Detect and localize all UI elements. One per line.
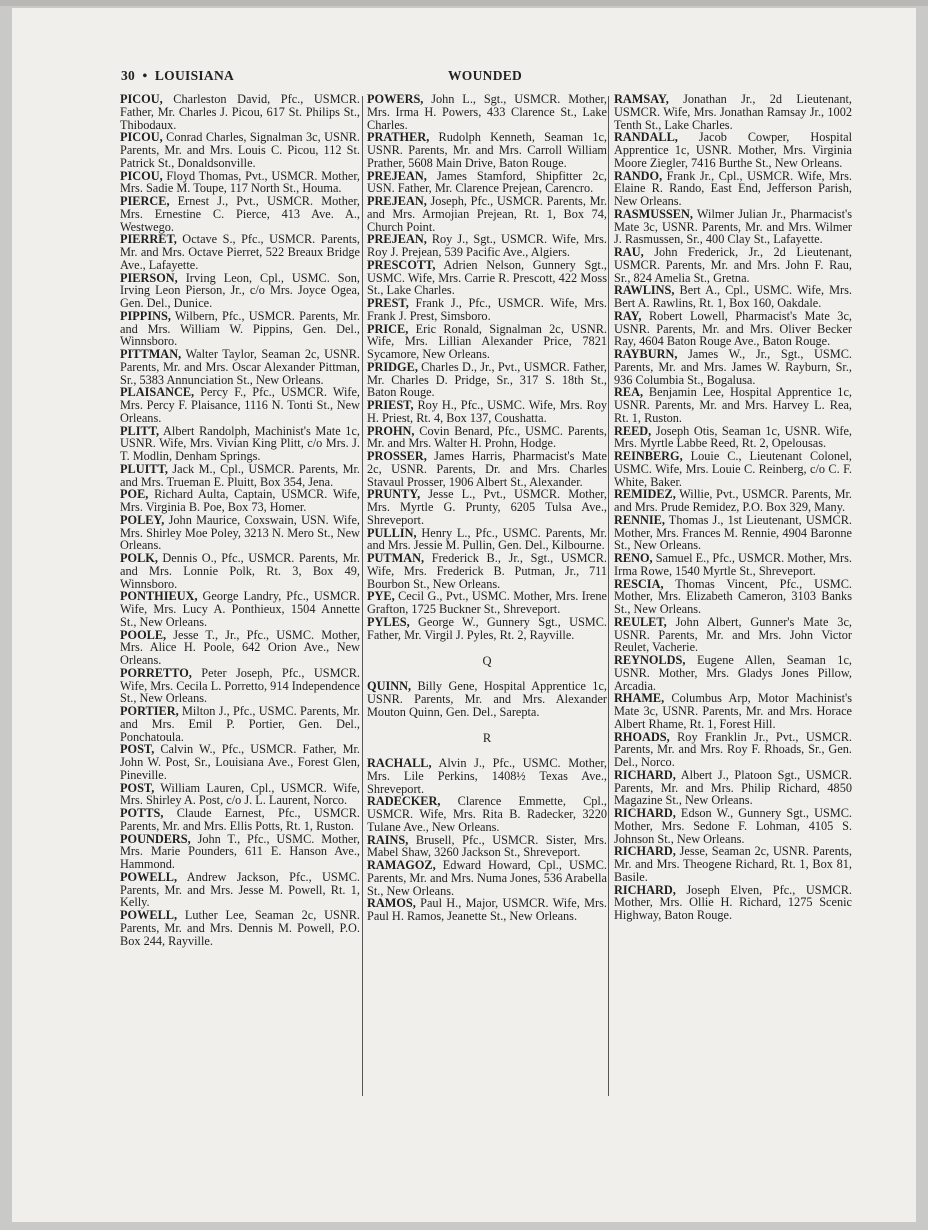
casualty-entry	[120, 310, 360, 348]
casualty-entry	[367, 488, 607, 526]
casualty-entry	[614, 692, 852, 730]
casualty-surname: PYE,	[367, 589, 395, 604]
casualty-details: Clarence Emmette, Cpl., USMCR. Wife, Mrs. Rita B. Radecker, 3220 Tulane Ave., New Orleans.	[367, 794, 607, 834]
casualty-details: Claude Earnest, Pfc., USMCR. Parents, Mr. and Mrs. Ellis Potts, Rt. 1, Ruston.	[120, 806, 360, 833]
casualty-surname: RICHARD,	[614, 882, 676, 897]
casualty-details: James Stamford, Shipfitter 2c, USN. Father, Mr. Clarence Prejean, Carencro.	[367, 168, 607, 196]
casualty-surname: POUNDERS,	[120, 831, 191, 846]
casualty-entry	[120, 195, 360, 233]
casualty-surname: PRATHER,	[367, 130, 430, 145]
column-3	[614, 93, 852, 922]
casualty-entry	[120, 871, 360, 909]
casualty-surname: PLAISANCE,	[120, 385, 195, 400]
casualty-entry	[614, 208, 852, 246]
casualty-surname: RICHARD,	[614, 844, 676, 859]
casualty-details: Jesse L., Pvt., USMCR. Mother, Mrs. Myrtle G. Prunty, 6205 Tulsa Ave., Shreveport.	[367, 487, 607, 527]
scan-top-edge	[0, 0, 928, 6]
casualty-entry	[120, 348, 360, 386]
casualty-details: John Frederick, Jr., 2d Lieutenant, USMCR. Parents, Mr. and Mrs. John F. Rau, Sr., 824 Amelia St., Gretna.	[614, 245, 852, 285]
casualty-details: Albert Randolph, Machinist's Mate 1c, USNR. Wife, Mrs. Vivian King Plitt, c/o Mrs. J. T. Modlin, Denham Springs.	[120, 423, 360, 463]
casualty-surname: POLK,	[120, 551, 158, 565]
section-letter-q: Q	[482, 654, 492, 669]
casualty-surname: PREST,	[367, 296, 409, 310]
casualty-entry	[120, 629, 360, 667]
casualty-surname: RAINS,	[367, 832, 409, 847]
casualty-details: Bert A., Cpl., USMC. Wife, Mrs. Bert A. Rawlins, Rt. 1, Box 160, Oakdale.	[614, 283, 852, 310]
casualty-details: Frank Jr., Cpl., USMCR. Wife, Mrs. Elaine R. Rando, East End, Jefferson Parish, New Orleans.	[614, 168, 852, 208]
casualty-surname: REED,	[614, 423, 652, 438]
casualty-details: Edson W., Gunnery Sgt., USMC. Mother, Mrs. Sedone F. Lohman, 4105 S. Johnson St., New Orleans.	[614, 806, 852, 846]
casualty-details: Albert J., Platoon Sgt., USMCR. Parents, Mr. and Mrs. Philip Richard, 4850 Magazine St., New Orleans.	[614, 767, 852, 808]
casualty-entry	[614, 552, 852, 578]
casualty-entry	[367, 552, 607, 590]
casualty-details: Covin Benard, Pfc., USMC. Parents, Mr. and Mrs. Walter H. Prohn, Hodge.	[367, 423, 607, 451]
casualty-details: Jonathan Jr., 2d Lieutenant, USMCR. Wife, Mrs. Jonathan Ramsay Jr., 1002 Tenth St., Lake Charles.	[614, 92, 852, 132]
casualty-details: Calvin W., Pfc., USMCR. Father, Mr. John W. Post, Sr., Louisiana Ave., Forest Glen, Pineville.	[120, 742, 360, 782]
casualty-surname: PIERSON,	[120, 270, 178, 285]
casualty-details: Eric Ronald, Signalman 2c, USNR. Wife, Mrs. Lillian Alexander Price, 7821 Sycamore, New Orleans.	[367, 321, 607, 361]
casualty-details: Billy Gene, Hospital Apprentice 1c, USNR. Parents, Mr. and Mrs. Alexander Mouton Quinn, Gen. Del., Sarepta.	[367, 679, 607, 719]
casualty-details: Henry L., Pfc., USMC. Parents, Mr. and Mrs. Jessie M. Pullin, Gen. Del., Kilbourne.	[367, 525, 607, 553]
casualty-details: Thomas J., 1st Lieutenant, USMCR. Mother, Mrs. Frances M. Rennie, 4904 Baronne St., New Orleans.	[614, 512, 852, 553]
casualty-details: Wilbern, Pfc., USMCR. Parents, Mr. and Mrs. William W. Pippins, Gen. Del., Winnsboro.	[120, 308, 360, 349]
casualty-details: Alvin J., Pfc., USMC. Mother, Mrs. Lile Perkins, 1408½ Texas Ave., Shreveport.	[367, 756, 607, 796]
casualty-details: Paul H., Major, USMCR. Wife, Mrs. Paul H. Ramos, Jeanette St., New Orleans.	[367, 896, 607, 923]
casualty-surname: PIPPINS,	[120, 308, 171, 323]
casualty-entry	[367, 757, 607, 795]
casualty-surname: PLITT,	[120, 423, 160, 438]
casualty-surname: PREJEAN,	[367, 168, 427, 183]
casualty-details: Jesse T., Jr., Pfc., USMC. Mother, Mrs. Alice H. Poole, 642 Orion Ave., New Orleans.	[120, 627, 360, 667]
casualty-entry	[120, 667, 360, 705]
casualty-surname: REMIDEZ,	[614, 487, 676, 502]
page-header	[121, 68, 851, 86]
casualty-surname: RESCIA,	[614, 576, 664, 591]
casualty-entry	[367, 297, 607, 323]
casualty-details: James W., Jr., Sgt., USMC. Parents, Mr. and Mrs. James W. Rayburn, Sr., 936 Columbia St., Bogalusa.	[614, 347, 852, 387]
casualty-details: Charles D., Jr., Pvt., USMCR. Father, Mr. Charles D. Pridge, Sr., 317 S. 18th St., Baton Rouge.	[367, 359, 607, 400]
casualty-surname: PICOU,	[120, 168, 163, 183]
casualty-details: William Lauren, Cpl., USMCR. Wife, Mrs. Shirley A. Post, c/o J. L. Laurent, Norco.	[120, 780, 360, 808]
casualty-entry	[120, 833, 360, 871]
casualty-surname: PITTMAN,	[120, 347, 182, 361]
casualty-surname: PICOU,	[120, 92, 163, 106]
casualty-details: Adrien Nelson, Gunnery Sgt., USMC. Wife, Mrs. Carrie R. Prescott, 422 Moss St., Lake Charles.	[367, 257, 607, 298]
casualty-entry	[614, 731, 852, 769]
casualty-surname: POST,	[120, 780, 155, 795]
casualty-surname: PROHN,	[367, 423, 415, 438]
casualty-entry	[614, 93, 852, 131]
casualty-entry	[614, 514, 852, 552]
casualty-details: Luther Lee, Seaman 2c, USNR. Parents, Mr. and Mrs. Dennis M. Powell, P.O. Box 244, Rayville.	[120, 908, 360, 948]
casualty-details: Samuel E., Pfc., USMCR. Mother, Mrs. Irma Rowe, 1540 Myrtle St., Shreveport.	[614, 551, 852, 578]
casualty-details: Cecil G., Pvt., USMC. Mother, Mrs. Irene Grafton, 1725 Buckner St., Shreveport.	[367, 589, 607, 616]
casualty-entry	[367, 233, 607, 259]
casualty-surname: REYNOLDS,	[614, 653, 686, 667]
casualty-details: Percy F., Pfc., USMCR. Wife, Mrs. Percy F. Plaisance, 1116 N. Tonti St., New Orleans.	[120, 385, 360, 425]
casualty-details: Roy J., Sgt., USMCR. Wife, Mrs. Roy J. Prejean, 539 Pacific Ave., Algiers.	[367, 232, 607, 259]
casualty-details: Roy H., Pfc., USMC. Wife, Mrs. Roy H. Priest, Rt. 4, Box 137, Coushatta.	[367, 398, 607, 425]
casualty-surname: RICHARD,	[614, 806, 676, 820]
casualty-surname: POST,	[120, 742, 155, 757]
casualty-entry	[614, 386, 852, 424]
casualty-details: Eugene Allen, Seaman 1c, USNR. Mother, Mrs. Gladys Jones Pillow, Arcadia.	[614, 653, 852, 693]
casualty-entry	[120, 705, 360, 743]
casualty-entry	[367, 425, 607, 451]
casualty-entry	[614, 845, 852, 883]
header-left	[121, 68, 234, 84]
casualty-surname: RHAME,	[614, 691, 665, 706]
casualty-surname: PORTIER,	[120, 704, 179, 718]
casualty-surname: POWELL,	[120, 908, 178, 922]
casualty-details: Walter Taylor, Seaman 2c, USNR. Parents, Mr. and Mrs. Oscar Alexander Pittman, Sr., 5383 Annunciation St., New Orleans.	[120, 347, 360, 387]
casualty-entry	[367, 131, 607, 169]
casualty-details: George W., Gunnery Sgt., USMC. Father, Mr. Virgil J. Pyles, Rt. 2, Rayville.	[367, 614, 607, 642]
casualty-entry	[367, 834, 607, 860]
casualty-entry	[120, 488, 360, 514]
casualty-details: Irving Leon, Cpl., USMC. Son, Irving Leon Pierson, Jr., c/o Mrs. Joyce Ogea, Gen. Del., Dunice.	[120, 270, 360, 310]
casualty-details: Columbus Arp, Motor Machinist's Mate 3c, USNR. Parents, Mr. and Mrs. Horace Albert Rhame, Rt. 1, Forest Hill.	[614, 691, 852, 731]
casualty-details: Rudolph Kenneth, Seaman 1c, USNR. Parents, Mr. and Mrs. Carroll William Prather, 5608 Main Drive, Baton Rouge.	[367, 130, 607, 170]
section-title: WOUNDED	[448, 68, 523, 83]
page-number: 30	[121, 68, 136, 83]
casualty-entry	[120, 93, 360, 131]
casualty-entry	[120, 782, 360, 808]
casualty-entry	[120, 170, 360, 196]
casualty-details: John Maurice, Coxswain, USN. Wife, Mrs. Shirley Moe Poley, 3213 N. Mero St., New Orleans.	[120, 512, 360, 553]
casualty-entry	[614, 488, 852, 514]
casualty-surname: PYLES,	[367, 614, 410, 629]
casualty-entry	[120, 743, 360, 781]
casualty-surname: POOLE,	[120, 627, 167, 642]
casualty-entry	[614, 310, 852, 348]
casualty-entry	[120, 233, 360, 271]
state-name: LOUISIANA	[154, 68, 235, 83]
casualty-entry	[120, 463, 360, 489]
casualty-details: Joseph Otis, Seaman 1c, USNR. Wife, Mrs. Myrtle Labbe Reed, Rt. 2, Opelousas.	[614, 423, 852, 451]
casualty-details: Jacob Cowper, Hospital Apprentice 1c, USNR. Mother, Mrs. Virginia Moore Ziegler, 7416 Burthe St., New Orleans.	[614, 130, 852, 170]
casualty-surname: RAMAGOZ,	[367, 858, 436, 872]
casualty-entry	[120, 552, 360, 590]
casualty-details: John T., Pfc., USMC. Mother, Mrs. Marie Pounders, 611 E. Hanson Ave., Hammond.	[120, 831, 360, 871]
casualty-surname: RANDALL,	[614, 130, 678, 145]
casualty-entry	[367, 795, 607, 833]
casualty-details: Conrad Charles, Signalman 3c, USNR. Parents, Mr. and Mrs. Louis C. Picou, 112 St. Patrick St., Donaldsonville.	[120, 130, 360, 170]
casualty-entry	[614, 425, 852, 451]
casualty-details: John L., Sgt., USMCR. Mother, Mrs. Irma H. Powers, 433 Clarence St., Lake Charles.	[367, 92, 607, 132]
casualty-entry	[367, 859, 607, 897]
casualty-entry	[120, 807, 360, 833]
casualty-surname: RAY,	[614, 308, 642, 323]
casualty-surname: PRIEST,	[367, 398, 414, 412]
casualty-entry	[367, 195, 607, 233]
column-2	[367, 93, 607, 923]
casualty-entry	[367, 323, 607, 361]
casualty-details: James Harris, Pharmacist's Mate 2c, USNR. Parents, Dr. and Mrs. Charles Stavaul Prosser, 1906 Albert St., Alexander.	[367, 449, 607, 489]
casualty-entry	[367, 399, 607, 425]
casualty-entry	[120, 590, 360, 628]
casualty-surname: PIERRET,	[120, 232, 177, 247]
casualty-details: Milton J., Pfc., USMC. Parents, Mr. and Mrs. Emil P. Portier, Gen. Del., Ponchatoula.	[120, 704, 360, 744]
casualty-surname: PICOU,	[120, 130, 163, 145]
casualty-details: Joseph Elven, Pfc., USMCR. Mother, Mrs. Ollie H. Richard, 1275 Scenic Highway, Baton Rouge.	[614, 882, 852, 922]
casualty-surname: PRIDGE,	[367, 359, 418, 374]
casualty-entry	[614, 578, 852, 616]
casualty-entry	[614, 616, 852, 654]
casualty-entry	[614, 450, 852, 488]
casualty-details: Ernest J., Pvt., USMCR. Mother, Mrs. Ernestine C. Pierce, 413 Ave. A., Westwego.	[120, 194, 360, 234]
casualty-surname: PRUNTY,	[367, 487, 421, 502]
casualty-entry	[367, 450, 607, 488]
casualty-surname: RAU,	[614, 245, 644, 259]
casualty-details: George Landry, Pfc., USMCR. Wife, Mrs. Lucy A. Ponthieux, 1504 Annette St., New Orleans.	[120, 589, 360, 629]
casualty-entry	[120, 131, 360, 169]
column-divider-2	[608, 96, 609, 1096]
casualty-entry	[614, 769, 852, 807]
casualty-details: Jesse, Seaman 2c, USNR. Parents, Mr. and Mrs. Theogene Richard, Rt. 1, Box 81, Basile.	[614, 844, 852, 884]
casualty-surname: PREJEAN,	[367, 232, 427, 247]
casualty-surname: POTTS,	[120, 806, 164, 820]
casualty-entry	[614, 246, 852, 284]
casualty-details: Jack M., Cpl., USMCR. Parents, Mr. and Mrs. Trueman E. Pluitt, Box 354, Jena.	[120, 461, 360, 489]
casualty-surname: RANDO,	[614, 168, 663, 183]
casualty-surname: REA,	[614, 385, 644, 400]
casualty-surname: RICHARD,	[614, 767, 676, 782]
casualty-details: Joseph, Pfc., USMCR. Parents, Mr. and Mrs. Armojian Prejean, Rt. 1, Box 74, Church Point.	[367, 194, 607, 234]
casualty-surname: RAMSAY,	[614, 92, 669, 106]
casualty-surname: PREJEAN,	[367, 194, 427, 208]
casualty-details: Octave S., Pfc., USMCR. Parents, Mr. and Mrs. Octave Pierret, 522 Breaux Bridge Ave., Lafayette.	[120, 232, 360, 272]
casualty-details: John Albert, Gunner's Mate 3c, USNR. Parents, Mr. and Mrs. John Victor Reulet, Vacherie.	[614, 614, 852, 655]
casualty-entry	[367, 616, 607, 642]
casualty-surname: POWELL,	[120, 869, 178, 884]
casualty-details: Frank J., Pfc., USMCR. Wife, Mrs. Frank J. Prest, Simsboro.	[367, 296, 607, 323]
casualty-entry	[367, 361, 607, 399]
casualty-details: Edward Howard, Cpl., USMC. Parents, Mr. and Mrs. Numa Jones, 536 Arabella St., New Orleans.	[367, 858, 607, 898]
casualty-details: Richard Aulta, Captain, USMCR. Wife, Mrs. Virginia B. Poe, Box 73, Homer.	[120, 487, 360, 514]
casualty-surname: PRICE,	[367, 321, 409, 336]
casualty-surname: RASMUSSEN,	[614, 206, 693, 221]
casualty-details: Peter Joseph, Pfc., USMCR. Wife, Mrs. Cecila L. Porretto, 914 Independence St., New Orleans.	[120, 665, 360, 706]
casualty-surname: PLUITT,	[120, 461, 168, 476]
casualty-entry	[120, 909, 360, 947]
casualty-details: Wilmer Julian Jr., Pharmacist's Mate 3c, USNR. Parents, Mr. and Mrs. Wilmer J. Rasmussen, Sr., 400 Clay St., Lafayette.	[614, 206, 852, 247]
casualty-entry	[614, 131, 852, 169]
casualty-surname: POE,	[120, 487, 149, 502]
casualty-entry	[367, 897, 607, 923]
casualty-surname: POLEY,	[120, 512, 165, 527]
casualty-entry	[614, 348, 852, 386]
casualty-entry	[614, 807, 852, 845]
casualty-entry	[367, 170, 607, 196]
casualty-surname: RAMOS,	[367, 896, 416, 911]
casualty-surname: RENNIE,	[614, 512, 665, 527]
casualty-entry	[614, 170, 852, 208]
casualty-entry	[120, 386, 360, 424]
casualty-entry	[367, 93, 607, 131]
casualty-entry	[367, 527, 607, 553]
casualty-surname: RACHALL,	[367, 756, 432, 770]
casualty-surname: RENO,	[614, 551, 653, 565]
column-1	[120, 93, 360, 947]
casualty-surname: REULET,	[614, 614, 667, 629]
casualty-surname: RAWLINS,	[614, 283, 675, 298]
casualty-surname: POWERS,	[367, 92, 424, 106]
casualty-entry	[120, 425, 360, 463]
casualty-details: Floyd Thomas, Pvt., USMCR. Mother, Mrs. Sadie M. Toupe, 117 North St., Houma.	[120, 168, 360, 196]
casualty-surname: QUINN,	[367, 679, 412, 693]
casualty-entry	[367, 680, 607, 718]
casualty-surname: PORRETTO,	[120, 665, 192, 680]
casualty-entry	[367, 259, 607, 297]
casualty-details: Brusell, Pfc., USMCR. Sister, Mrs. Mabel Shaw, 3260 Jackson St., Shreveport.	[367, 832, 607, 860]
casualty-surname: PROSSER,	[367, 449, 427, 463]
casualty-details: Louie C., Lieutenant Colonel, USMC. Wife, Mrs. Louie C. Reinberg, c/o C. F. White, Baker.	[614, 449, 852, 489]
casualty-surname: REINBERG,	[614, 449, 683, 463]
casualty-details: Benjamin Lee, Hospital Apprentice 1c, USNR. Parents, Mr. and Mrs. Harvey L. Rea, Rt. 1, Ruston.	[614, 385, 852, 425]
casualty-entry	[614, 284, 852, 310]
section-letter-r: R	[482, 731, 492, 746]
casualty-surname: RAYBURN,	[614, 347, 678, 361]
casualty-entry	[614, 884, 852, 922]
casualty-details: Charleston David, Pfc., USMCR. Father, Mr. Charles J. Picou, 617 St. Philips St., Thibodaux.	[120, 92, 360, 132]
casualty-surname: PULLIN,	[367, 525, 417, 540]
casualty-details: Andrew Jackson, Pfc., USMC. Parents, Mr. and Mrs. Jesse M. Powell, Rt. 1, Kelly.	[120, 869, 360, 910]
casualty-details: Dennis O., Pfc., USMCR. Parents, Mr. and Mrs. Lonnie Polk, Rt. 3, Box 49, Winnsboro.	[120, 551, 360, 591]
casualty-details: Willie, Pvt., USMCR. Parents, Mr. and Mrs. Prude Remidez, P.O. Box 329, Many.	[614, 487, 852, 514]
casualty-surname: PUTMAN,	[367, 551, 425, 565]
casualty-entry	[367, 590, 607, 616]
casualty-surname: RADECKER,	[367, 794, 441, 809]
column-divider-1	[362, 96, 363, 1096]
casualty-details: Roy Franklin Jr., Pvt., USMCR. Parents, Mr. and Mrs. Roy F. Rhoads, Sr., Gen. Del., Norco.	[614, 729, 852, 769]
casualty-details: Robert Lowell, Pharmacist's Mate 3c, USNR. Parents, Mr. and Mrs. Oliver Becker Ray, 4604 Baton Rouge Ave., Baton Rouge.	[614, 308, 852, 349]
casualty-surname: PIERCE,	[120, 194, 170, 208]
casualty-entry	[120, 272, 360, 310]
casualty-surname: RHOADS,	[614, 729, 670, 744]
casualty-entry	[614, 654, 852, 692]
casualty-surname: PONTHIEUX,	[120, 589, 198, 604]
casualty-details: Frederick B., Jr., Sgt., USMCR. Wife, Mrs. Frederick B. Putman, Jr., 711 Bourbon St., New Orleans.	[367, 551, 607, 591]
casualty-details: Thomas Vincent, Pfc., USMC. Mother, Mrs. Elizabeth Cameron, 3103 Banks St., New Orleans.	[614, 576, 852, 616]
casualty-entry	[120, 514, 360, 552]
casualty-surname: PRESCOTT,	[367, 257, 436, 272]
header-bullet: •	[142, 68, 148, 83]
